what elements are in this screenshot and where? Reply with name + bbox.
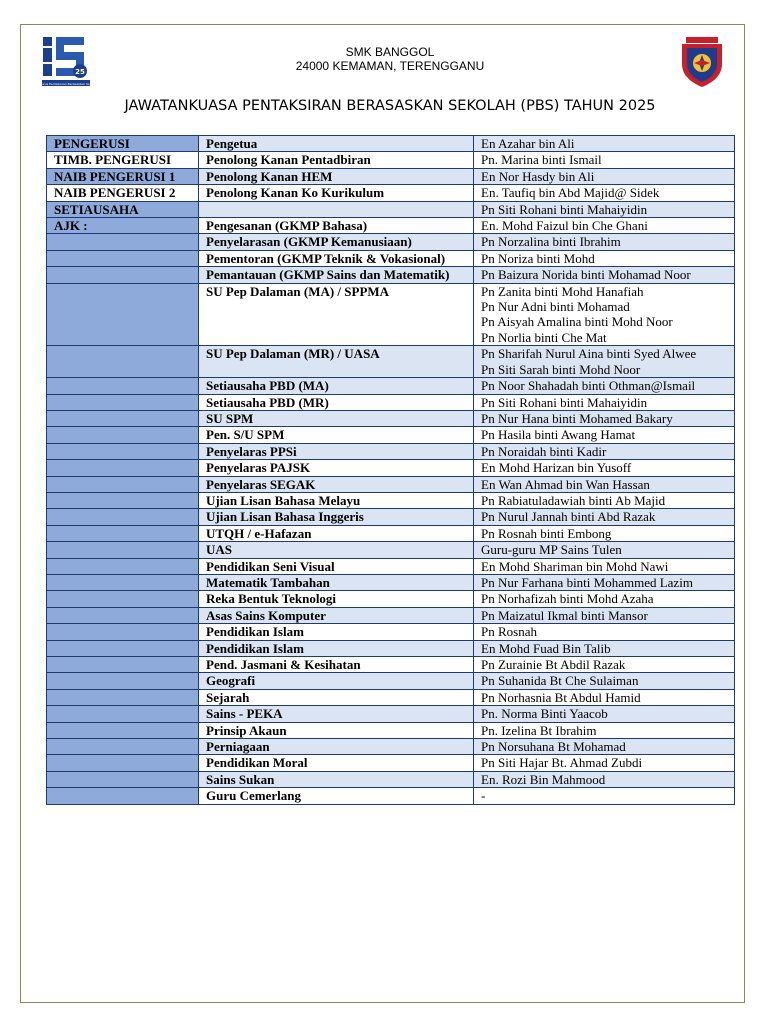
table-row bbox=[47, 771, 735, 787]
member-cell bbox=[474, 689, 735, 705]
member-cell bbox=[474, 542, 735, 558]
member-name: En Azahar bin Ali bbox=[481, 136, 575, 151]
task-cell: Pendidikan Islam bbox=[199, 640, 474, 656]
member-name: Pn Maizatul Ikmal binti Mansor bbox=[481, 607, 648, 623]
member-name: Pn Noriza binti Mohd bbox=[481, 250, 595, 266]
task-cell: UAS bbox=[199, 542, 474, 558]
committee-table bbox=[46, 135, 735, 805]
table-row bbox=[47, 492, 735, 508]
task-cell: Geografi bbox=[199, 673, 474, 689]
task-cell: Prinsip Akaun bbox=[199, 722, 474, 738]
member-name: Pn Nur Hana binti Mohamed Bakary bbox=[481, 410, 673, 426]
table-row bbox=[47, 410, 735, 426]
task-cell: Pendidikan Moral bbox=[199, 755, 474, 771]
task-cell: Setiausaha PBD (MA) bbox=[199, 378, 474, 394]
task-cell: Ujian Lisan Bahasa Melayu bbox=[199, 492, 474, 508]
table-row bbox=[47, 218, 735, 234]
table-row bbox=[47, 542, 735, 558]
role-cell bbox=[47, 739, 199, 755]
task-cell: UTQH / e-Hafazan bbox=[199, 525, 474, 541]
table-row bbox=[47, 739, 735, 755]
table-row bbox=[47, 185, 735, 201]
member-name: En Nor Hasdy bin Ali bbox=[481, 168, 595, 184]
member-name: En Mohd Fuad Bin Talib bbox=[481, 640, 611, 656]
task-cell: SU SPM bbox=[199, 410, 474, 426]
task-cell: Pengesanan (GKMP Bahasa) bbox=[199, 218, 474, 234]
task-cell bbox=[199, 201, 474, 217]
member-name: Pn Rabiatuladawiah binti Ab Majid bbox=[481, 492, 666, 508]
table-row bbox=[47, 624, 735, 640]
member-name: Pn Rosnah bbox=[481, 624, 537, 640]
member-name: - bbox=[481, 788, 486, 804]
member-cell bbox=[474, 739, 735, 755]
role-cell: NAIB PENGERUSI 2 bbox=[47, 185, 199, 201]
member-name: Pn Sharifah Nurul Aina binti Syed Alwee bbox=[481, 346, 697, 362]
member-cell bbox=[474, 427, 735, 443]
member-cell bbox=[474, 574, 735, 590]
member-name: Pn Suhanida Bt Che Sulaiman bbox=[481, 673, 639, 689]
member-cell bbox=[474, 218, 735, 234]
table-row bbox=[47, 689, 735, 705]
document-title: JAWATANKUASA PENTAKSIRAN BERASASKAN SEKOLAH (PBS) TAHUN 2025 bbox=[124, 98, 656, 114]
role-cell bbox=[47, 558, 199, 574]
member-cell bbox=[474, 443, 735, 459]
role-cell: SETIAUSAHA bbox=[47, 201, 199, 217]
task-cell: Penolong Kanan Ko Kurikulum bbox=[199, 185, 474, 201]
task-cell: Pendidikan Islam bbox=[199, 624, 474, 640]
role-cell bbox=[47, 525, 199, 541]
member-name: En Mohd Harizan bin Yusoff bbox=[481, 460, 632, 476]
table-row bbox=[47, 509, 735, 525]
role-cell bbox=[47, 689, 199, 705]
member-name: Pn Rosnah binti Embong bbox=[481, 525, 612, 541]
member-cell bbox=[474, 706, 735, 722]
task-cell: Sains Sukan bbox=[199, 771, 474, 787]
role-cell bbox=[47, 657, 199, 673]
role-cell bbox=[47, 443, 199, 459]
member-cell bbox=[474, 624, 735, 640]
task-cell: Pemantauan (GKMP Sains dan Matematik) bbox=[199, 267, 474, 283]
member-cell bbox=[474, 152, 735, 168]
role-cell bbox=[47, 460, 199, 476]
member-name: Pn Norzalina binti Ibrahim bbox=[481, 234, 621, 250]
task-cell: Pengetua bbox=[199, 136, 474, 152]
member-cell bbox=[474, 640, 735, 656]
member-cell bbox=[474, 250, 735, 266]
member-name: Pn Norsuhana Bt Mohamad bbox=[481, 739, 626, 755]
task-cell: Penolong Kanan Pentadbiran bbox=[199, 152, 474, 168]
school-name: SMK BANGGOL bbox=[345, 45, 435, 59]
task-cell: Pend. Jasmani & Kesihatan bbox=[199, 657, 474, 673]
table-row bbox=[47, 250, 735, 266]
task-cell: Perniagaan bbox=[199, 739, 474, 755]
task-cell: Penyelaras PPSi bbox=[199, 443, 474, 459]
table-row bbox=[47, 168, 735, 184]
role-cell bbox=[47, 410, 199, 426]
role-cell bbox=[47, 788, 199, 804]
role-cell bbox=[47, 509, 199, 525]
member-cell bbox=[474, 476, 735, 492]
member-cell bbox=[474, 136, 735, 152]
member-name: Pn Noraidah binti Kadir bbox=[481, 443, 607, 459]
member-name: En. Rozi Bin Mahmood bbox=[481, 771, 606, 787]
table-row bbox=[47, 755, 735, 771]
role-cell bbox=[47, 722, 199, 738]
member-name: Pn Siti Sarah binti Mohd Noor bbox=[481, 361, 641, 377]
task-cell: Pendidikan Seni Visual bbox=[199, 558, 474, 574]
pbs-logo-icon bbox=[34, 34, 98, 88]
table-row bbox=[47, 201, 735, 217]
role-cell bbox=[47, 394, 199, 410]
member-cell bbox=[474, 755, 735, 771]
member-name: En Mohd Shariman bin Mohd Nawi bbox=[481, 558, 669, 574]
committee-table-body bbox=[47, 136, 735, 805]
member-name: En. Mohd Faizul bin Che Ghani bbox=[481, 218, 648, 234]
member-name: Pn Zurainie Bt Abdil Razak bbox=[481, 657, 626, 672]
member-name: Pn Norhasnia Bt Abdul Hamid bbox=[481, 689, 641, 705]
task-cell: SU Pep Dalaman (MR) / UASA bbox=[199, 346, 474, 378]
role-cell: TIMB. PENGERUSI bbox=[47, 152, 199, 168]
task-cell: Pementoran (GKMP Teknik & Vokasional) bbox=[199, 250, 474, 266]
member-cell bbox=[474, 346, 735, 378]
table-row bbox=[47, 788, 735, 804]
table-row bbox=[47, 394, 735, 410]
member-name: Pn Norhafizah binti Mohd Azaha bbox=[481, 591, 654, 607]
role-cell bbox=[47, 542, 199, 558]
task-cell: Guru Cemerlang bbox=[199, 788, 474, 804]
svg-text:25: 25 bbox=[75, 68, 85, 76]
member-name: Pn Hasila binti Awang Hamat bbox=[481, 427, 636, 443]
table-row bbox=[47, 443, 735, 459]
member-cell bbox=[474, 525, 735, 541]
member-cell bbox=[474, 283, 735, 346]
table-row bbox=[47, 673, 735, 689]
member-cell bbox=[474, 673, 735, 689]
member-name: Pn. Izelina Bt Ibrahim bbox=[481, 722, 597, 738]
role-cell bbox=[47, 640, 199, 656]
member-name: Guru-guru MP Sains Tulen bbox=[481, 542, 622, 558]
table-row bbox=[47, 267, 735, 283]
table-row bbox=[47, 607, 735, 623]
task-cell: Penyelaras PAJSK bbox=[199, 460, 474, 476]
table-row bbox=[47, 460, 735, 476]
member-cell bbox=[474, 168, 735, 184]
table-row bbox=[47, 722, 735, 738]
task-cell: Penyelaras SEGAK bbox=[199, 476, 474, 492]
member-cell bbox=[474, 378, 735, 394]
member-name: Pn Aisyah Amalina binti Mohd Noor bbox=[481, 314, 673, 330]
role-cell bbox=[47, 771, 199, 787]
role-cell bbox=[47, 267, 199, 283]
member-name: Pn Siti Hajar Bt. Ahmad Zubdi bbox=[481, 755, 643, 771]
member-cell bbox=[474, 201, 735, 217]
task-cell: Ujian Lisan Bahasa Inggeris bbox=[199, 509, 474, 525]
role-cell: PENGERUSI bbox=[47, 136, 199, 152]
member-name: Pn Zanita binti Mohd Hanafiah bbox=[481, 283, 644, 299]
role-cell bbox=[47, 283, 199, 346]
svg-text:Pengurus Pentaksiran Berasaska: Pengurus Pentaksiran Berasaskan Sekolah bbox=[34, 82, 98, 86]
role-cell bbox=[47, 250, 199, 266]
table-row bbox=[47, 574, 735, 590]
task-cell: Setiausaha PBD (MR) bbox=[199, 394, 474, 410]
table-row bbox=[47, 640, 735, 656]
member-cell bbox=[474, 394, 735, 410]
member-name: Pn Noor Shahadah binti Othman@Ismail bbox=[481, 378, 696, 394]
role-cell bbox=[47, 574, 199, 590]
member-cell bbox=[474, 788, 735, 804]
role-cell bbox=[47, 673, 199, 689]
table-row bbox=[47, 234, 735, 250]
member-name: Pn Baizura Norida binti Mohamad Noor bbox=[481, 267, 691, 283]
task-cell: SU Pep Dalaman (MA) / SPPMA bbox=[199, 283, 474, 346]
table-row bbox=[47, 476, 735, 492]
member-cell bbox=[474, 410, 735, 426]
role-cell bbox=[47, 624, 199, 640]
role-cell bbox=[47, 378, 199, 394]
table-row bbox=[47, 706, 735, 722]
member-cell bbox=[474, 267, 735, 283]
table-row bbox=[47, 657, 735, 673]
member-name: Pn Nur Farhana binti Mohammed Lazim bbox=[481, 574, 693, 590]
table-row bbox=[47, 152, 735, 168]
role-cell bbox=[47, 607, 199, 623]
school-header bbox=[200, 45, 580, 73]
member-cell bbox=[474, 558, 735, 574]
table-row bbox=[47, 136, 735, 152]
member-cell bbox=[474, 234, 735, 250]
role-cell bbox=[47, 346, 199, 378]
member-cell bbox=[474, 492, 735, 508]
table-row bbox=[47, 591, 735, 607]
role-cell: NAIB PENGERUSI 1 bbox=[47, 168, 199, 184]
task-cell: Matematik Tambahan bbox=[199, 574, 474, 590]
member-cell bbox=[474, 509, 735, 525]
member-cell bbox=[474, 771, 735, 787]
role-cell bbox=[47, 706, 199, 722]
task-cell: Sains - PEKA bbox=[199, 706, 474, 722]
table-row bbox=[47, 525, 735, 541]
member-name: Pn Norlia binti Che Mat bbox=[481, 329, 607, 345]
role-cell bbox=[47, 476, 199, 492]
role-cell bbox=[47, 755, 199, 771]
member-name: Pn Siti Rohani binti Mahaiyidin bbox=[481, 394, 648, 410]
task-cell: Asas Sains Komputer bbox=[199, 607, 474, 623]
member-name: Pn. Norma Binti Yaacob bbox=[481, 706, 608, 722]
task-cell: Reka Bentuk Teknologi bbox=[199, 591, 474, 607]
task-cell: Penyelarasan (GKMP Kemanusiaan) bbox=[199, 234, 474, 250]
member-cell bbox=[474, 657, 735, 673]
role-cell bbox=[47, 234, 199, 250]
member-cell bbox=[474, 591, 735, 607]
member-cell bbox=[474, 607, 735, 623]
task-cell: Penolong Kanan HEM bbox=[199, 168, 474, 184]
table-row bbox=[47, 427, 735, 443]
role-cell: AJK : bbox=[47, 218, 199, 234]
member-cell bbox=[474, 722, 735, 738]
member-name: En Wan Ahmad bin Wan Hassan bbox=[481, 476, 650, 492]
role-cell bbox=[47, 492, 199, 508]
task-cell: Sejarah bbox=[199, 689, 474, 705]
member-cell bbox=[474, 185, 735, 201]
member-name: Pn. Marina binti Ismail bbox=[481, 152, 602, 168]
role-cell bbox=[47, 591, 199, 607]
member-name: Pn Nur Adni binti Mohamad bbox=[481, 299, 630, 315]
task-cell: Pen. S/U SPM bbox=[199, 427, 474, 443]
member-name: En. Taufiq bin Abd Majid@ Sidek bbox=[481, 185, 660, 201]
table-row bbox=[47, 283, 735, 346]
school-address: 24000 KEMAMAN, TERENGGANU bbox=[295, 59, 485, 73]
table-row bbox=[47, 346, 735, 378]
member-name: Pn Siti Rohani binti Mahaiyidin bbox=[481, 201, 648, 217]
member-name: Pn Nurul Jannah binti Abd Razak bbox=[481, 509, 656, 525]
school-crest-icon bbox=[678, 36, 726, 88]
role-cell bbox=[47, 427, 199, 443]
member-cell bbox=[474, 460, 735, 476]
table-row bbox=[47, 558, 735, 574]
table-row bbox=[47, 378, 735, 394]
